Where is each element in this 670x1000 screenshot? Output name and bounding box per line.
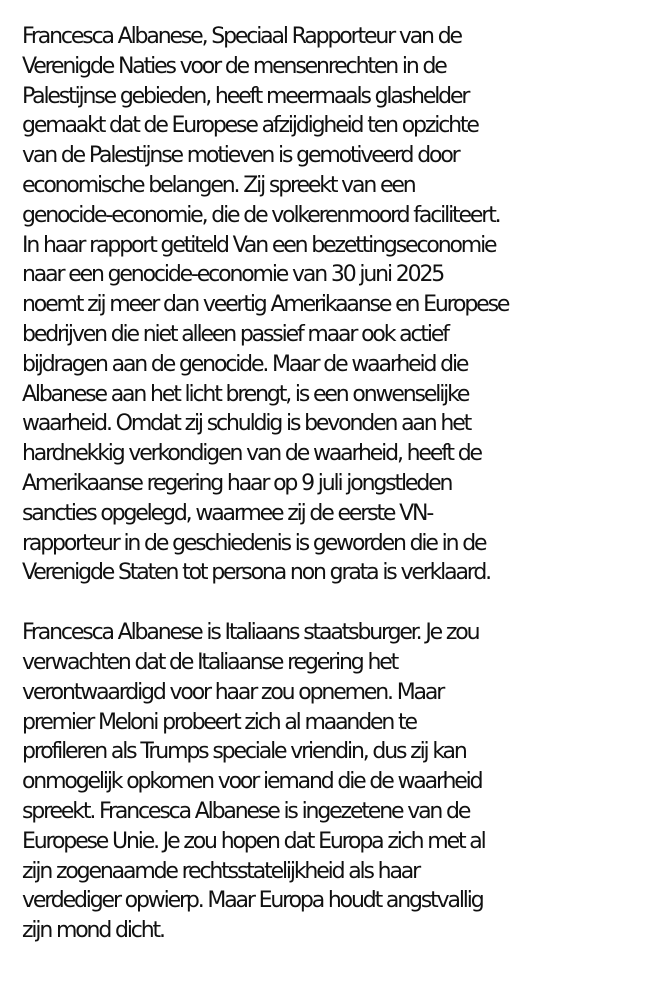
text-line: Albanese aan het licht brengt, is een onwenselijke <box>22 381 469 407</box>
text-line: verwachten dat de Italiaanse regering het <box>22 649 398 675</box>
paragraph <box>22 618 670 946</box>
text-line: bedrijven die niet alleen passief maar ook actief <box>22 321 448 347</box>
paragraph <box>22 22 670 588</box>
text-line: sancties opgelegd, waarmee zij de eerste VN- <box>22 500 433 526</box>
text-line: spreekt. Francesca Albanese is ingezetene van de <box>22 798 470 824</box>
text-line: zijn mond dicht. <box>22 918 164 944</box>
text-line: genocide-economie, die de volkerenmoord faciliteert. <box>22 202 500 228</box>
text-line: verontwaardigd voor haar zou opnemen. Maar <box>22 679 444 705</box>
text-line: zijn zogenaamde rechtsstatelijkheid als haar <box>22 858 420 884</box>
text-line: noemt zij meer dan veertig Amerikaanse en Europese <box>22 292 509 318</box>
text-line: van de Palestijnse motieven is gemotiveerd door <box>22 143 459 169</box>
text-line: rapporteur in de geschiedenis is geworden die in de <box>22 530 486 556</box>
text-line: waarheid. Omdat zij schuldig is bevonden aan het <box>22 411 471 437</box>
text-line: Verenigde Staten tot persona non grata is verklaard. <box>22 560 490 586</box>
text-line: onmogelijk opkomen voor iemand die de waarheid <box>22 769 482 795</box>
text-line: Verenigde Naties voor de mensenrechten in de <box>22 53 446 79</box>
text-line: premier Meloni probeert zich al maanden te <box>22 709 416 735</box>
text-line: bijdragen aan de genocide. Maar de waarheid die <box>22 351 468 377</box>
text-line: gemaakt dat de Europese afzijdigheid ten opzichte <box>22 113 478 139</box>
text-line: hardnekkig verkondigen van de waarheid, heeft de <box>22 441 481 467</box>
text-line: profileren als Trumps speciale vriendin, dus zij kan <box>22 739 466 765</box>
text-line: naar een genocide-economie van 30 juni 2025 <box>22 262 444 288</box>
text-line: economische belangen. Zij spreekt van een <box>22 172 415 198</box>
text-line: verdediger opwierp. Maar Europa houdt angstvallig <box>22 888 483 914</box>
text-line: Francesca Albanese is Italiaans staatsburger. Je zou <box>22 620 479 646</box>
text-line: In haar rapport getiteld Van een bezettingseconomie <box>22 232 496 258</box>
text-line: Europese Unie. Je zou hopen dat Europa zich met al <box>22 828 485 854</box>
text-line: Palestijnse gebieden, heeft meermaals glashelder <box>22 83 469 109</box>
text-line: Amerikaanse regering haar op 9 juli jongstleden <box>22 470 452 496</box>
text-line: Francesca Albanese, Speciaal Rapporteur van de <box>22 24 461 49</box>
